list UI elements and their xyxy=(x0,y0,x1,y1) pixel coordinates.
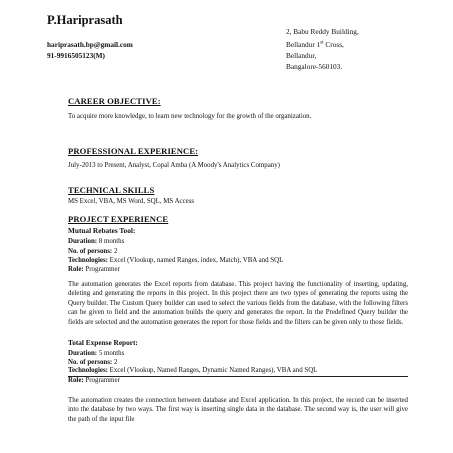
address-line-2-sup: st xyxy=(320,40,324,46)
technical-skills-heading: TECHNICAL SKILLS xyxy=(68,185,155,195)
technologies-value: Excel (Vlookup, named Ranges, index, Match), VBA and SQL xyxy=(107,257,284,264)
duration-label: Duration: xyxy=(68,350,98,357)
project-duration xyxy=(68,238,124,245)
project-description: The automation generates the Excel reports from database. This project having the functionality of inserting, updating, deleting and generating the reports in this project. In this project there are two types of generating the reports using the Query builder. The Custom Query builder can used to select the various fields from the database, with the following filters can be given to field and the automation builds the query and generates the report. In the Predefined Query builder the fields are selected and the automation generates the report for those fields and the filters can be given only to those fields. xyxy=(68,281,408,326)
career-objective-text: To acquire more knowledge, to learn new technology for the growth of the organization. xyxy=(68,113,312,120)
technologies-value: Excel (Vlookup, Named Ranges, Dynamic Named Ranges), VBA and SQL xyxy=(107,367,318,374)
phone: 91-9916505123(M) xyxy=(47,51,105,60)
project-persons xyxy=(68,359,117,366)
project-description: The automation creates the connection between database and Excel application. In this project, the record can be inserted into the database by two ways. The first way is inserting single data in the database. The second way is, the user will give the path of the input file xyxy=(68,397,408,423)
persons-label: No. of persons: xyxy=(68,359,113,366)
role-value: Programmer xyxy=(83,266,120,273)
role-label: Role: xyxy=(68,266,84,273)
project-duration xyxy=(68,350,124,357)
project-title: Total Expense Report: xyxy=(68,338,138,347)
project-role xyxy=(68,266,120,273)
candidate-name: P.Hariprasath xyxy=(47,13,123,27)
project-technologies xyxy=(68,257,283,264)
project-technologies xyxy=(68,367,317,374)
address-line-2-post: Cross, xyxy=(323,40,344,49)
project-role xyxy=(68,377,120,384)
address-line-2 xyxy=(286,40,344,49)
persons-label: No. of persons: xyxy=(68,248,113,255)
role-value: Programmer xyxy=(83,377,120,384)
duration-label: Duration: xyxy=(68,238,98,245)
project-experience-heading: PROJECT EXPERIENCE xyxy=(68,214,169,224)
project-persons xyxy=(68,248,117,255)
address-line-4: Bangalore-560103. xyxy=(286,62,343,71)
technical-skills-text: MS Excel, VBA, MS Word, SQL, MS Access xyxy=(68,198,195,205)
technologies-label: Technologies: xyxy=(68,257,108,264)
technologies-label: Technologies: xyxy=(68,367,108,374)
professional-experience-text: July-2013 to Present, Analyst, Copal Amba (A Moody's Analytics Company) xyxy=(68,162,280,169)
duration-value: 8 months xyxy=(97,238,125,245)
role-label: Role: xyxy=(68,377,84,384)
address-line-3: Bellandur, xyxy=(286,51,317,60)
project-title: Mutual Rebates Tool: xyxy=(68,226,136,235)
duration-value: 5 months xyxy=(97,350,125,357)
address-line-2-pre: Bellandur 1 xyxy=(286,40,321,49)
professional-experience-heading: PROFESSIONAL EXPERIENCE: xyxy=(68,146,199,156)
career-objective-heading: CAREER OBJECTIVE: xyxy=(68,96,161,106)
address-line-1: 2, Babu Reddy Building, xyxy=(286,27,359,36)
email: hariprasath.bp@gmail.com xyxy=(47,40,133,49)
persons-value: 2 xyxy=(112,359,118,366)
persons-value: 2 xyxy=(112,248,118,255)
